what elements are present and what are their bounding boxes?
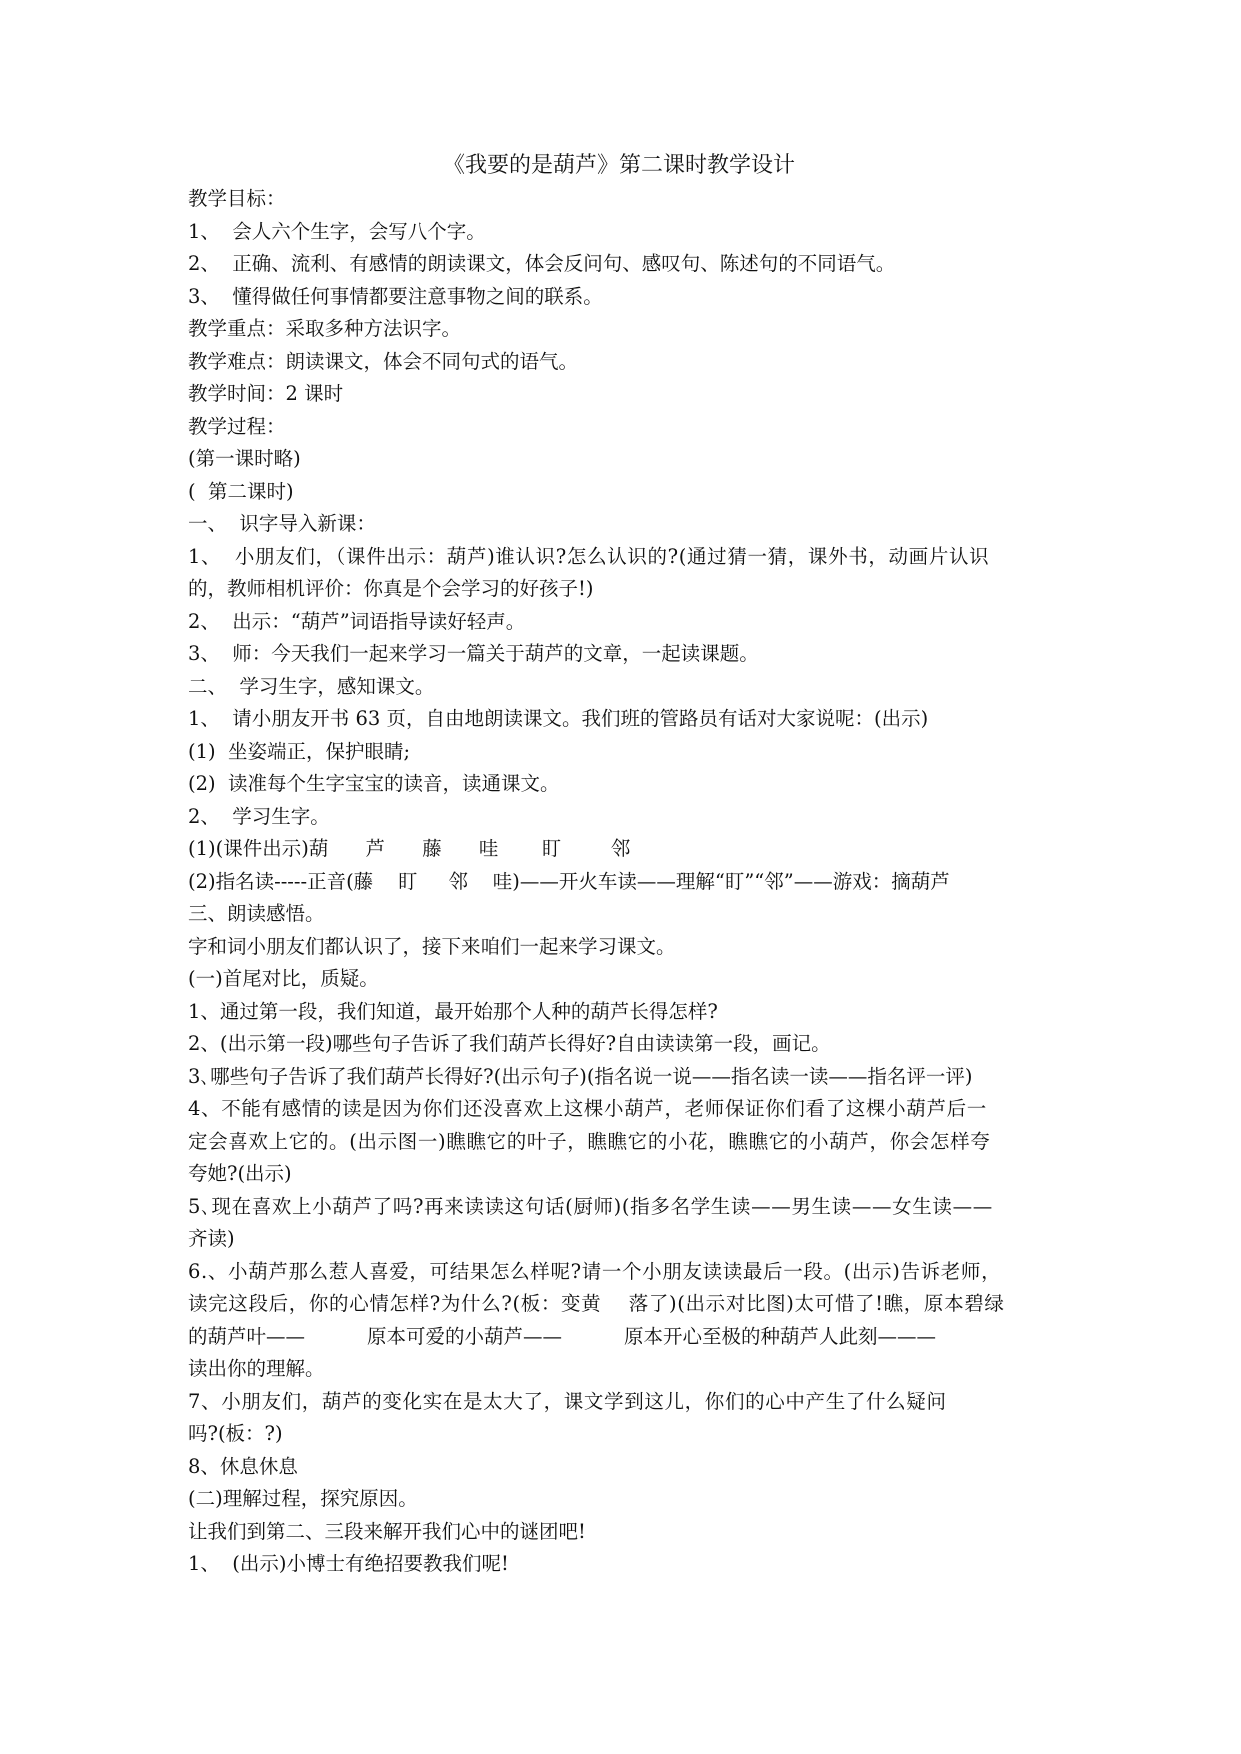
document-body (188, 183, 1058, 1581)
text-line-40: 8、休息休息 (188, 1454, 298, 1478)
text-line-29: 4、不能有感情的读是因为你们还没喜欢上这棵小葫芦，老师保证你们看了这棵小葫芦后一 (188, 1097, 987, 1120)
text-line-41: (二)理解过程，探究原因。 (188, 1487, 418, 1510)
text-line-26: 1、通过第一段，我们知道，最开始那个人种的葫芦长得怎样? (188, 999, 718, 1023)
text-line-4: 3、 懂得做任何事情都要注意事物之间的联系。 (188, 284, 603, 308)
text-line-42: 让我们到第二、三段来解开我们心中的谜团吧! (188, 1519, 586, 1543)
text-line-20: 2、 学习生字。 (188, 804, 330, 828)
text-line-43: 1、 (出示)小博士有绝招要教我们呢! (188, 1552, 509, 1575)
text-line-19: (2) 读准每个生字宝宝的读音，读通课文。 (188, 772, 560, 795)
text-line-37: 读出你的理解。 (188, 1357, 325, 1380)
text-line-27: 2、(出示第一段)哪些句子告诉了我们葫芦长得好?自由读读第一段，画记。 (188, 1032, 831, 1055)
text-line-23: 三、朗读感悟。 (188, 902, 325, 925)
text-line-8: 教学过程： (188, 414, 286, 438)
text-line-38: 7、小朋友们，葫芦的变化实在是太大了，课文学到这儿，你们的心中产生了什么疑问 (188, 1389, 947, 1413)
text-line-3: 2、 正确、流利、有感情的朗读课文，体会反问句、感叹句、陈述句的不同语气。 (188, 252, 896, 275)
text-line-7: 教学时间：2 课时 (188, 382, 344, 405)
text-line-6: 教学难点：朗读课文，体会不同句式的语气。 (188, 349, 579, 373)
text-line-18: (1) 坐姿端正，保护眼睛; (188, 739, 411, 763)
text-line-17: 1、 请小朋友开书 63 页，自由地朗读课文。我们班的管路员有话对大家说呢：(出示) (188, 707, 929, 730)
text-line-32: 5､现在喜欢上小葫芦了吗?再来读读这句话(厨师)(指多名学生读——男生读——女生读—— (188, 1194, 993, 1218)
text-line-35: 读完这段后，你的心情怎样?为什么?(板：变黄 落了)(出示对比图)太可惜了!瞧，原本碧绿 (188, 1292, 1005, 1315)
text-line-12: 1、 小朋友们，（课件出示：葫芦)谁认识?怎么认识的?(通过猜一猜，课外书，动画片认识 (188, 544, 990, 568)
text-line-34: 6.、小葫芦那么惹人喜爱，可结果怎么样呢?请一个小朋友读读最后一段。(出示)告诉老师， (188, 1259, 1002, 1283)
text-line-5: 教学重点：采取多种方法识字。 (188, 317, 462, 340)
text-line-22: (2)指名读-----正音(藤 盯 邻 哇)——开火车读——理解“盯”“邻”——游戏：摘葫芦 (188, 869, 950, 893)
text-line-30: 定会喜欢上它的。(出示图一)瞧瞧它的叶子，瞧瞧它的小花，瞧瞧它的小葫芦，你会怎样夸 (188, 1129, 991, 1153)
text-line-36: 的葫芦叶—— 原本可爱的小葫芦—— 原本开心至极的种葫芦人此刻——— (188, 1324, 936, 1348)
text-line-10: ( 第二课时) (188, 479, 294, 503)
text-line-21: (1)(课件出示)葫 芦 藤 哇 盯 邻 (188, 837, 631, 860)
text-line-1: 教学目标： (188, 187, 286, 210)
text-line-39: 吗?(板：?) (188, 1422, 283, 1445)
text-line-33: 齐读) (188, 1227, 235, 1250)
text-line-28: 3､哪些句子告诉了我们葫芦长得好?(出示句子)(指名说一说——指名读一读——指名评一评) (188, 1064, 973, 1088)
text-line-31: 夸她?(出示) (188, 1162, 292, 1185)
text-line-9: (第一课时略) (188, 447, 301, 470)
text-line-11: 一、 识字导入新课： (188, 512, 376, 535)
text-line-2: 1、 会人六个生字，会写八个字。 (188, 219, 486, 243)
text-line-13: 的，教师相机评价：你真是个会学习的好孩子!) (188, 577, 594, 600)
text-line-15: 3、 师：今天我们一起来学习一篇关于葫芦的文章，一起读课题。 (188, 642, 759, 665)
document-title: 《我要的是葫芦》第二课时教学设计 (442, 153, 795, 178)
text-line-14: 2、 出示：“葫芦”词语指导读好轻声。 (188, 609, 526, 633)
text-line-16: 二、 学习生字，感知课文。 (188, 674, 435, 698)
text-line-25: (一)首尾对比，质疑。 (188, 967, 379, 990)
text-line-24: 字和词小朋友们都认识了，接下来咱们一起来学习课文。 (188, 934, 676, 958)
